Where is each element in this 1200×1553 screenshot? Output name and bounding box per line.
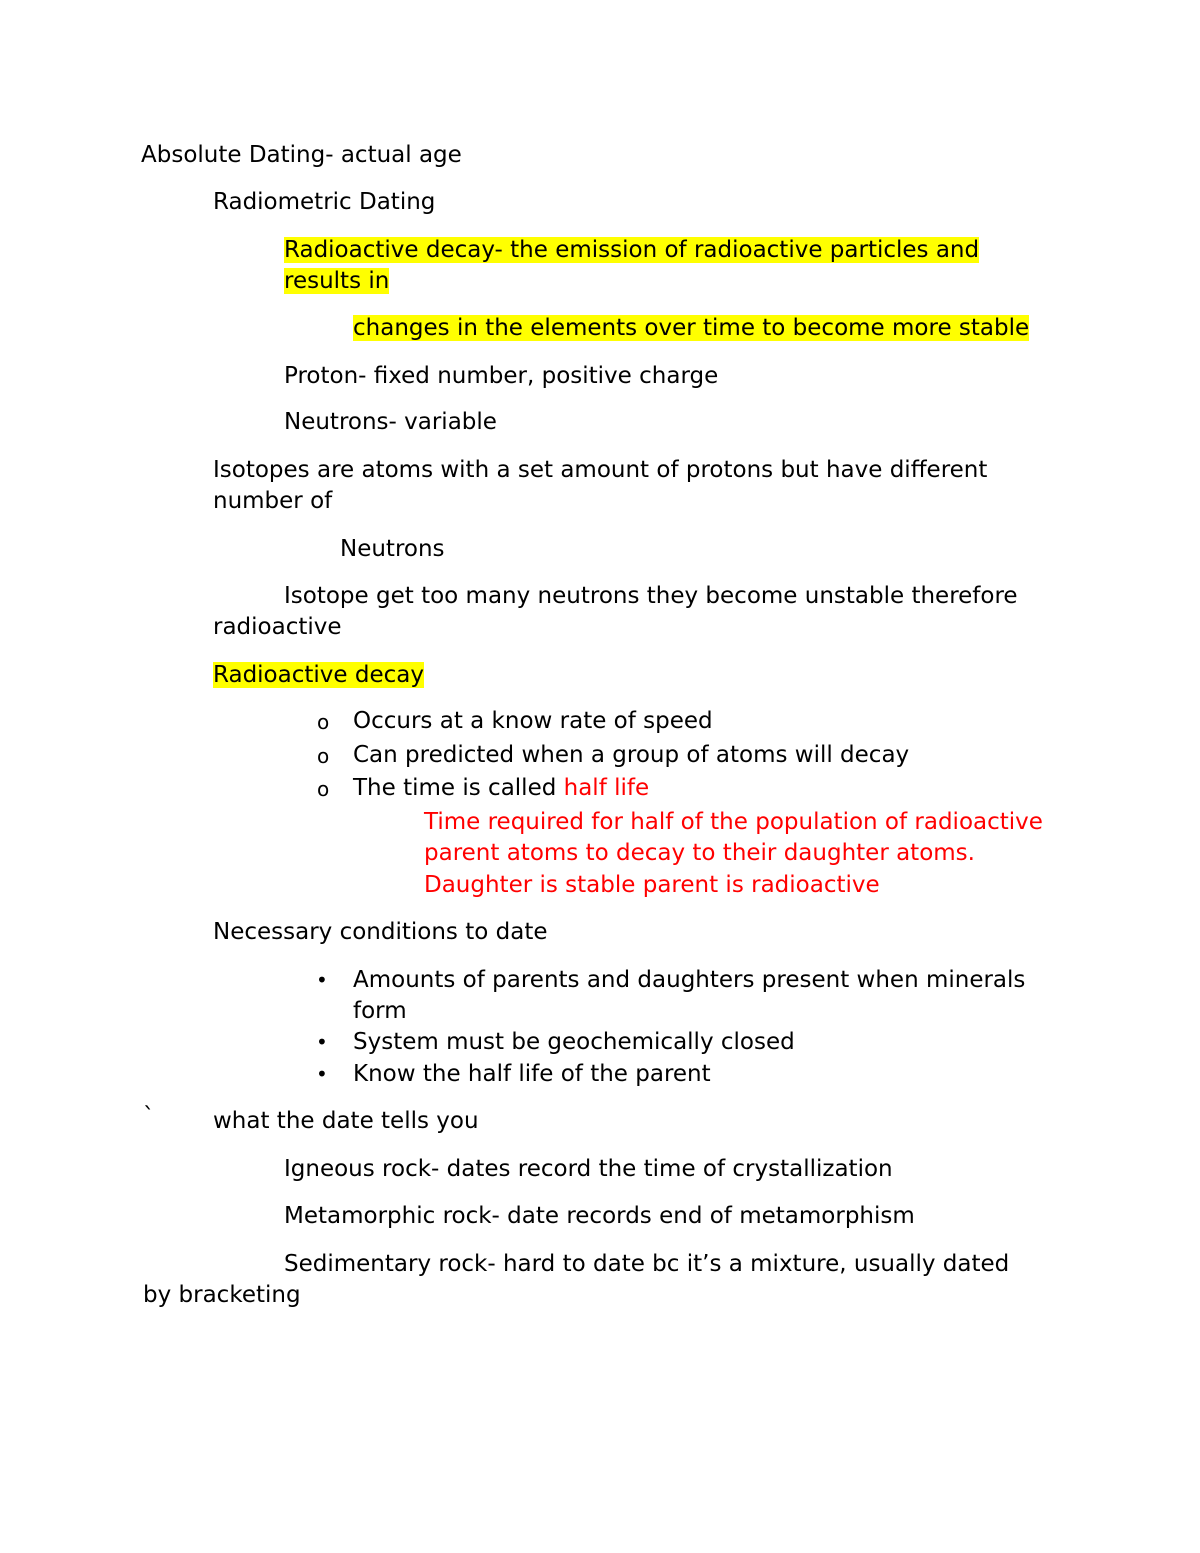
proton-line: Proton- fixed number, positive charge [284, 363, 719, 389]
circle-bullet-icon: o [317, 744, 330, 768]
decay-definition-line-2 [284, 266, 389, 297]
time-called-text: The time is called [353, 775, 564, 801]
isotope-unstable-line-2: radioactive [213, 614, 342, 640]
decay-definition-line-3 [353, 313, 1029, 344]
highlighted-text: Radioactive decay [213, 662, 424, 688]
condition-1-line-1: Amounts of parents and daughters present when minerals [353, 967, 1026, 993]
half-life-definition-2: parent atoms to decay to their daughter atoms. [424, 840, 975, 866]
sedimentary-line-1: Sedimentary rock- hard to date bc it’s a mixture, usually dated [284, 1251, 1010, 1277]
half-life-definition-3: Daughter is stable parent is radioactive [424, 872, 880, 898]
sedimentary-line-2: by bracketing [143, 1282, 301, 1308]
isotopes-line-3: Neutrons [340, 536, 445, 562]
subheading-radiometric: Radiometric Dating [213, 189, 436, 215]
igneous-line: Igneous rock- dates record the time of crystallization [284, 1156, 893, 1182]
half-life-term: half life [563, 775, 650, 801]
neutrons-line: Neutrons- variable [284, 409, 497, 435]
highlighted-text: Radioactive decay- the emission of radioactive particles and [284, 237, 980, 263]
metamorphic-line: Metamorphic rock- date records end of metamorphism [284, 1203, 915, 1229]
date-tells-heading: what the date tells you [213, 1108, 479, 1134]
isotopes-line-1: Isotopes are atoms with a set amount of protons but have different [213, 457, 988, 483]
conditions-heading: Necessary conditions to date [213, 919, 548, 945]
heading-absolute-dating: Absolute Dating- actual age [141, 142, 462, 168]
radioactive-decay-heading [213, 660, 424, 691]
decay-bullet-3 [353, 773, 649, 804]
decay-bullet-2: Can predicted when a group of atoms will decay [353, 742, 910, 768]
half-life-definition-1: Time required for half of the population of radioactive [424, 809, 1043, 835]
decay-bullet-1: Occurs at a know rate of speed [353, 708, 713, 734]
dot-bullet-icon: • [316, 1062, 328, 1086]
condition-2: System must be geochemically closed [353, 1029, 795, 1055]
highlighted-text: changes in the elements over time to become more stable [353, 315, 1030, 341]
decay-definition-line-1 [284, 235, 979, 266]
backtick-mark: ` [143, 1104, 155, 1130]
highlighted-text: results in [284, 268, 390, 294]
dot-bullet-icon: • [316, 1030, 328, 1054]
dot-bullet-icon: • [316, 968, 328, 992]
condition-3: Know the half life of the parent [353, 1061, 711, 1087]
condition-1-line-2: form [353, 998, 407, 1024]
circle-bullet-icon: o [317, 777, 330, 801]
isotope-unstable-line-1: Isotope get too many neutrons they become unstable therefore [284, 583, 1018, 609]
isotopes-line-2: number of [213, 488, 333, 514]
circle-bullet-icon: o [317, 710, 330, 734]
